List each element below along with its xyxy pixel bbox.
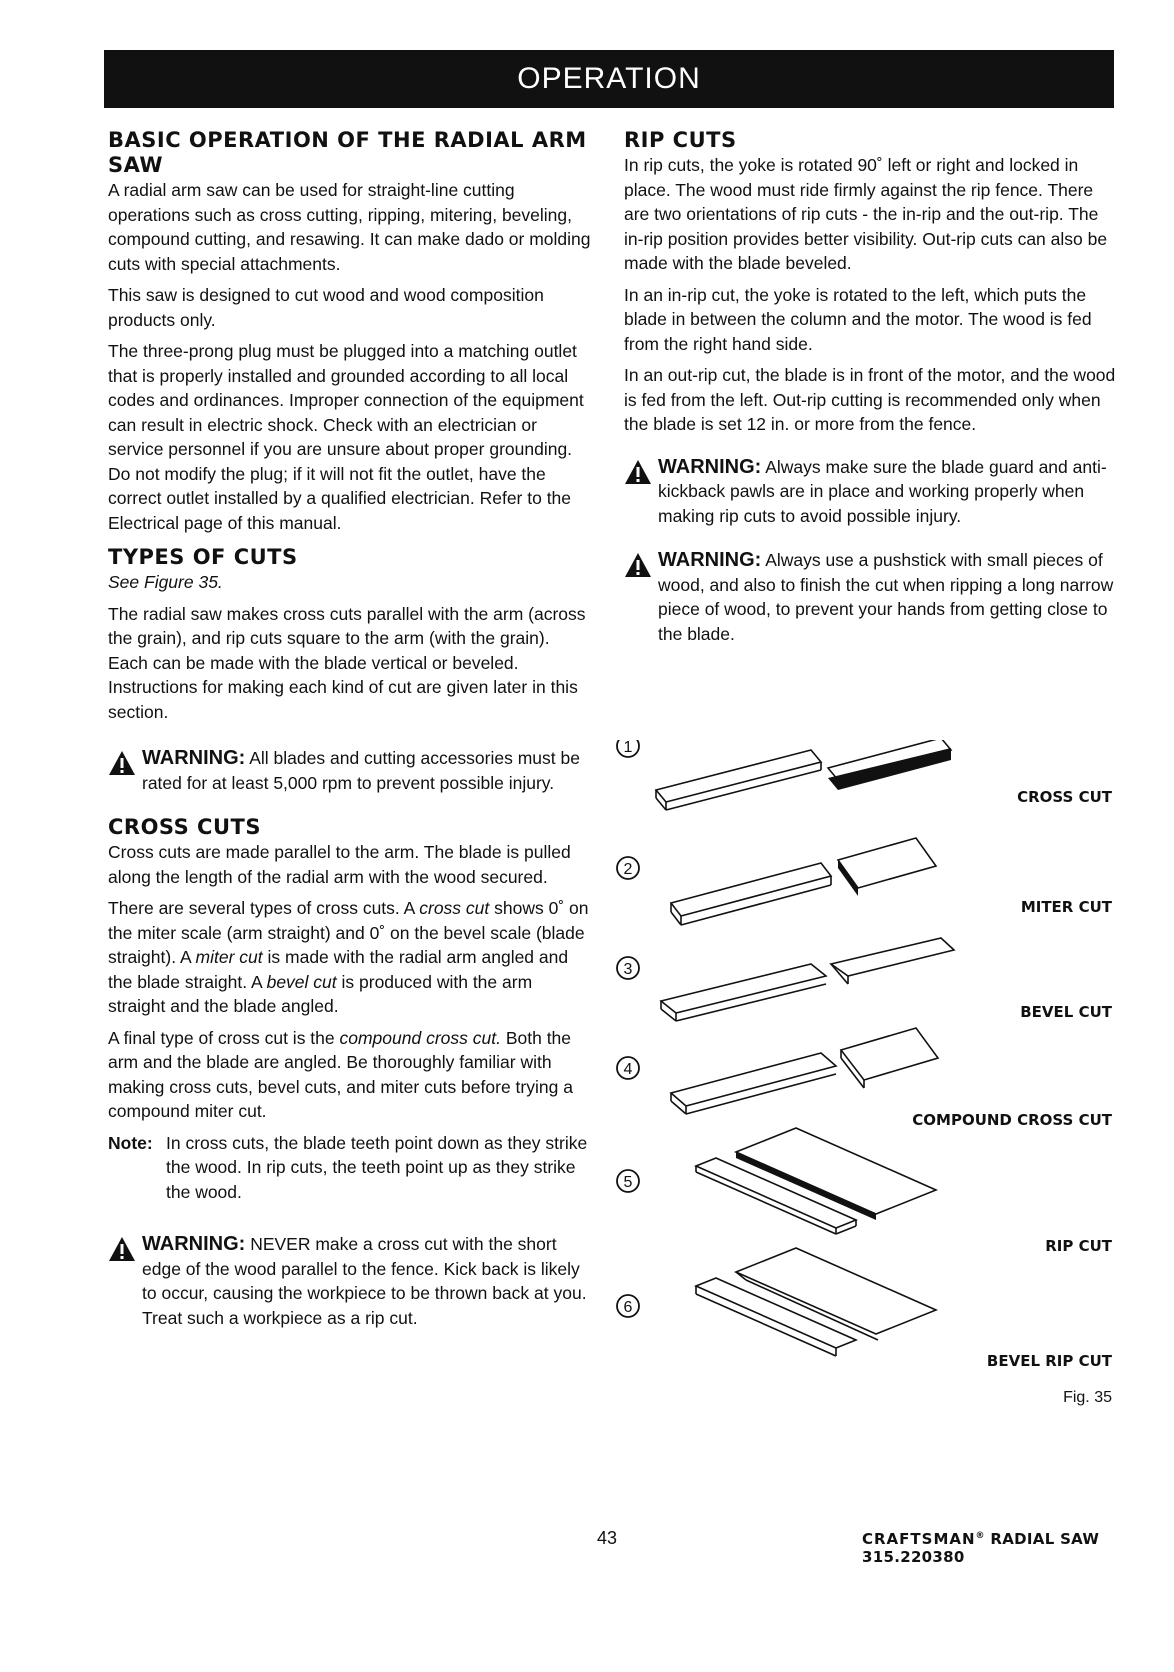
svg-text:4: 4 bbox=[623, 1061, 633, 1078]
model-number: RADIAL SAW 315.220380 bbox=[862, 1530, 1100, 1566]
term-miter-cut: miter cut bbox=[195, 947, 263, 967]
cross-cuts-paragraph-3: A final type of cross cut is the compound cross cut. Both the arm and the blade are angled. Be thoroughly familiar with making cross cuts, bevel cuts, and miter cuts before trying a compound miter cut. bbox=[108, 1027, 573, 1121]
note-text: In cross cuts, the blade teeth point down as they strike the wood. In rip cuts, the teeth point up as they strike the wood. bbox=[166, 1132, 588, 1202]
types-of-cuts-heading: TYPES OF CUTS bbox=[108, 545, 298, 569]
warning-label: WARNING: bbox=[658, 549, 762, 571]
warning-label: WARNING: bbox=[658, 455, 762, 478]
see-figure-reference: See Figure 35. bbox=[108, 572, 223, 592]
figure-item-4 bbox=[617, 1057, 639, 1079]
cross-cut-illustration bbox=[656, 740, 951, 810]
brand-reg-mark: ® bbox=[975, 1531, 985, 1541]
brand-logo: CRAFTSMAN bbox=[862, 1530, 976, 1548]
label-rip-cut: RIP CUT bbox=[1045, 1237, 1112, 1255]
page-number: 43 bbox=[597, 1528, 618, 1548]
warning-blade-rating bbox=[108, 746, 592, 795]
rip-cuts-paragraph-1: In rip cuts, the yoke is rotated 90˚ left or right and locked in place. The wood must ride firmly against the rip fence. There are two orientations of rip cuts - the in-rip and the out-rip. The in-rip position provides better visibility. Out-rip cuts can also be made with the blade beveled. bbox=[624, 155, 1108, 273]
cross-cuts-paragraph-1: Cross cuts are made parallel to the arm. The blade is pulled along the length of the radial arm with the wood secured. bbox=[108, 842, 571, 887]
cross-cuts-paragraph-2: There are several types of cross cuts. A cross cut shows 0˚ on the miter scale (arm straight) and 0˚ on the bevel scale (blade straight). A miter cut is made with the radial arm angled and the blade straight. A bevel cut is produced with the arm straight and the blade angled. bbox=[108, 898, 589, 1016]
miter-cut-illustration bbox=[671, 838, 936, 925]
term-compound-cross-cut: compound cross cut. bbox=[339, 1027, 501, 1048]
warning-pushstick bbox=[624, 548, 1120, 646]
cross-cuts-heading: CROSS CUTS bbox=[108, 815, 261, 839]
rip-cuts-heading: RIP CUTS bbox=[624, 128, 737, 152]
rip-cuts-paragraph-2: In an in-rip cut, the yoke is rotated to the left, which puts the blade in between the column and the motor. The wood is fed from the right hand side. bbox=[624, 284, 1092, 354]
rip-cut-illustration bbox=[696, 1128, 936, 1234]
section-banner bbox=[104, 50, 1114, 108]
figure-item-1 bbox=[617, 740, 639, 757]
figure-item-3 bbox=[617, 957, 639, 979]
warning-text: Always make sure the blade guard and anti-kickback pawls are in place and working properly when making rip cuts to avoid possible injury. bbox=[658, 456, 1107, 526]
figure-caption: Fig. 35 bbox=[1063, 1389, 1112, 1406]
svg-text:5: 5 bbox=[623, 1174, 633, 1191]
right-column bbox=[624, 128, 1120, 646]
left-column bbox=[108, 128, 592, 1330]
types-of-cuts-paragraph: The radial saw makes cross cuts parallel with the arm (across the grain), and rip cuts square to the arm (with the grain). Each can be made with the blade vertical or beveled. Instructions for making each kind of cut are given later in this section. bbox=[108, 603, 586, 722]
svg-text:2: 2 bbox=[623, 861, 633, 878]
rip-cuts-paragraph-3: In an out-rip cut, the blade is in front of the motor, and the wood is fed from the left. Out-rip cutting is recommended only when the blade is set 12 in. or more from the fence. bbox=[624, 365, 1116, 434]
warning-cross-cut-short-edge bbox=[108, 1232, 592, 1330]
term-cross-cut: cross cut bbox=[419, 898, 490, 918]
footer-model bbox=[862, 1530, 1174, 1566]
figure-item-2 bbox=[617, 857, 639, 879]
label-compound-cross-cut: COMPOUND CROSS CUT bbox=[912, 1111, 1112, 1129]
svg-text:6: 6 bbox=[623, 1299, 633, 1316]
warning-icon bbox=[624, 455, 658, 529]
warning-icon bbox=[108, 746, 142, 795]
figure-item-5 bbox=[617, 1170, 639, 1192]
svg-text:1: 1 bbox=[623, 740, 633, 756]
basic-operation-paragraph-3: The three-prong plug must be plugged into a matching outlet that is properly installed and grounded according to all local codes and ordinances. Improper connection of the equipment can result in electric shock. Check with an electrician or service personnel if you are unsure about proper grounding. Do not modify the plug; if it will not fit the outlet, have the correct outlet installed by a qualified electrician. Refer to the Electrical page of this manual. bbox=[108, 341, 584, 533]
label-miter-cut: MITER CUT bbox=[1020, 898, 1112, 916]
warning-text: All blades and cutting accessories must be rated for at least 5,000 rpm to prevent possible injury. bbox=[142, 748, 580, 793]
basic-operation-heading: BASIC OPERATION OF THE RADIAL ARM SAW bbox=[108, 128, 587, 177]
compound-cross-cut-illustration bbox=[671, 1028, 938, 1114]
note-blade-teeth bbox=[108, 1131, 592, 1205]
warning-blade-guard bbox=[624, 455, 1120, 529]
banner-title: OPERATION bbox=[517, 62, 701, 95]
warning-label: WARNING: bbox=[142, 1233, 246, 1255]
warning-text: NEVER make a cross cut with the short edge of the wood parallel to the fence. Kick back is likely to occur, causing the workpiece to be thrown back at you. Treat such a workpiece as a rip cut. bbox=[142, 1234, 587, 1328]
label-cross-cut: CROSS CUT bbox=[1017, 788, 1112, 806]
svg-text:3: 3 bbox=[623, 961, 633, 978]
label-bevel-cut: BEVEL CUT bbox=[1020, 1003, 1112, 1021]
bevel-cut-illustration bbox=[661, 938, 954, 1021]
basic-operation-paragraph-1: A radial arm saw can be used for straight-line cutting operations such as cross cutting, ripping, mitering, beveling, compound cutting, and resawing. It can make dado or molding cuts with special attachments. bbox=[108, 180, 591, 274]
warning-text: Always use a pushstick with small pieces of wood, and also to finish the cut when ripping a long narrow piece of wood, to prevent your hands from getting close to the blade. bbox=[658, 550, 1114, 644]
warning-label: WARNING: bbox=[142, 747, 246, 769]
label-bevel-rip-cut: BEVEL RIP CUT bbox=[986, 1352, 1112, 1370]
note-label: Note: bbox=[108, 1132, 153, 1153]
figure-item-6 bbox=[617, 1295, 639, 1317]
figure-35 bbox=[616, 740, 1116, 1480]
term-bevel-cut: bevel cut bbox=[266, 971, 337, 992]
basic-operation-paragraph-2: This saw is designed to cut wood and wood composition products only. bbox=[108, 285, 544, 330]
warning-icon bbox=[624, 548, 658, 646]
bevel-rip-cut-illustration bbox=[696, 1248, 936, 1356]
warning-icon bbox=[108, 1232, 142, 1330]
